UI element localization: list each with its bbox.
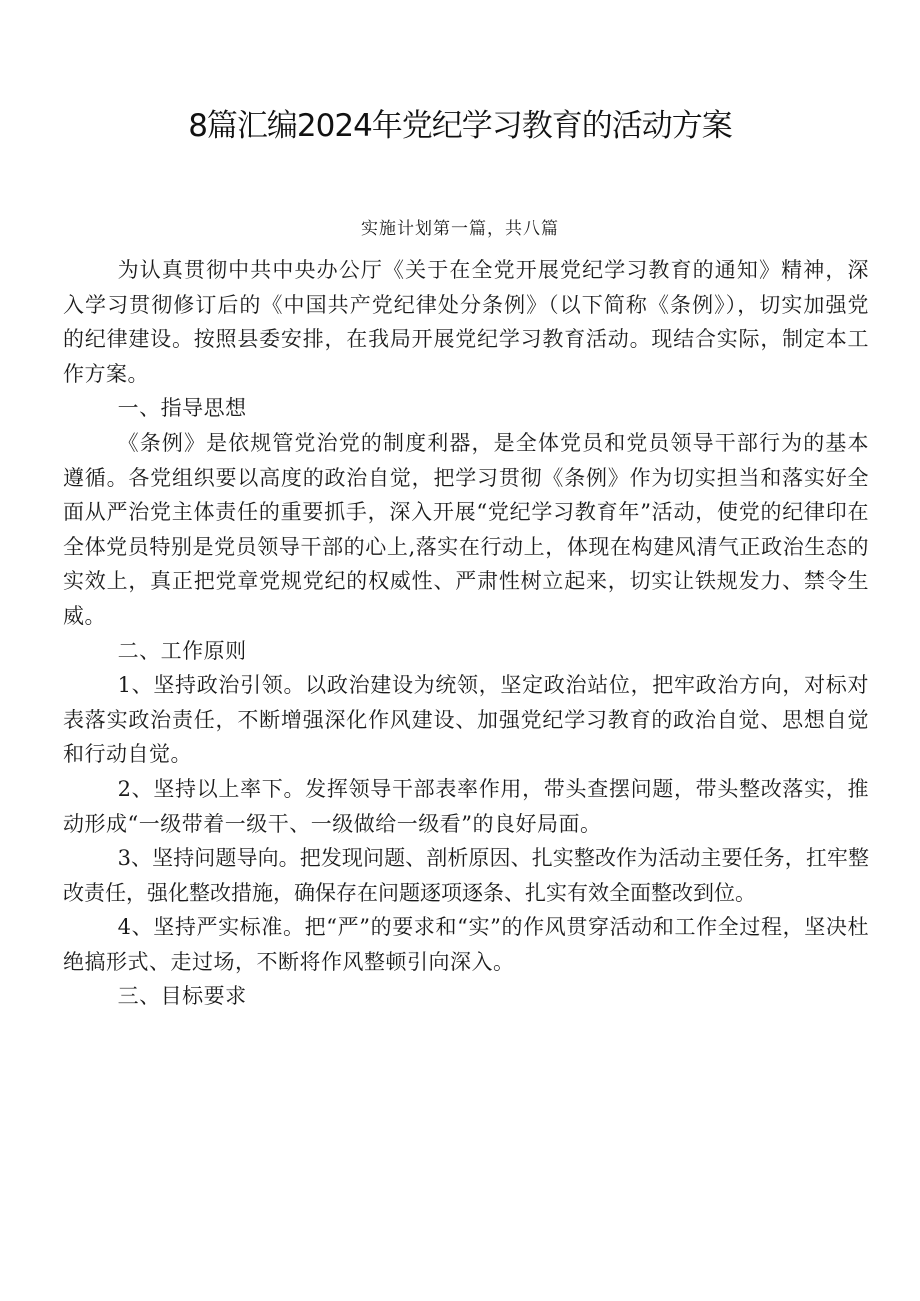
- paragraph-principle-3: 3、坚持问题导向。把发现问题、剖析原因、扎实整改作为活动主要任务，扛牢整改责任，强化整改措施，确保存在问题逐项逐条、扎实有效全面整改到位。: [63, 846, 869, 905]
- paragraph-principle-2: 2、坚持以上率下。发挥领导干部表率作用，带头查摆问题，带头整改落实，推动形成“一级带着一级干、一级做给一级看”的良好局面。: [63, 776, 869, 836]
- paragraph-principle-1: 1、坚持政治引领。以政治建设为统领，坚定政治站位，把牢政治方向，对标对表落实政治责任，不断增强深化作风建设、加强党纪学习教育的政治自觉、思想自觉和行动自觉。: [63, 673, 869, 767]
- section-heading-goals: 三、目标要求: [117, 984, 247, 1009]
- document-title: 8篇汇编2024年党纪学习教育的活动方案: [188, 108, 732, 144]
- paragraph-intro: 为认真贯彻中共中央办公厅《关于在全党开展党纪学习教育的通知》精神，深入学习贯彻修订后的《中国共产党纪律处分条例》（以下简称《条例》），切实加强党的纪律建设。按照县委安排，在我局开展党纪学习教育活动。现结合实际，制定本工作方案。: [63, 258, 869, 386]
- paragraph-guiding-ideology: 《条例》是依规管党治党的制度利器，是全体党员和党员领导干部行为的基本遵循。各党组织要以高度的政治自觉，把学习贯彻《条例》作为切实担当和落实好全面从严治党主体责任的重要抓手，深入开展“党纪学习教育年”活动，使党的纪律印在全体党员特别是党员领导干部的心上,落实在行动上，体现在构建风清气正政治生态的实效上，真正把党章党规党纪的权威性、严肃性树立起来，切实让铁规发力、禁令生威。: [63, 430, 869, 628]
- document-body: [63, 253, 869, 1014]
- section-heading-guiding-ideology: 一、指导思想: [117, 396, 247, 421]
- section-heading-work-principles: 二、工作原则: [117, 638, 247, 663]
- document-subtitle: 实施计划第一篇，共八篇: [361, 219, 559, 239]
- paragraph-principle-4: 4、坚持严实标准。把“严”的要求和“实”的作风贯穿活动和工作全过程，坚决杜绝搞形式、走过场，不断将作风整顿引向深入。: [63, 915, 869, 974]
